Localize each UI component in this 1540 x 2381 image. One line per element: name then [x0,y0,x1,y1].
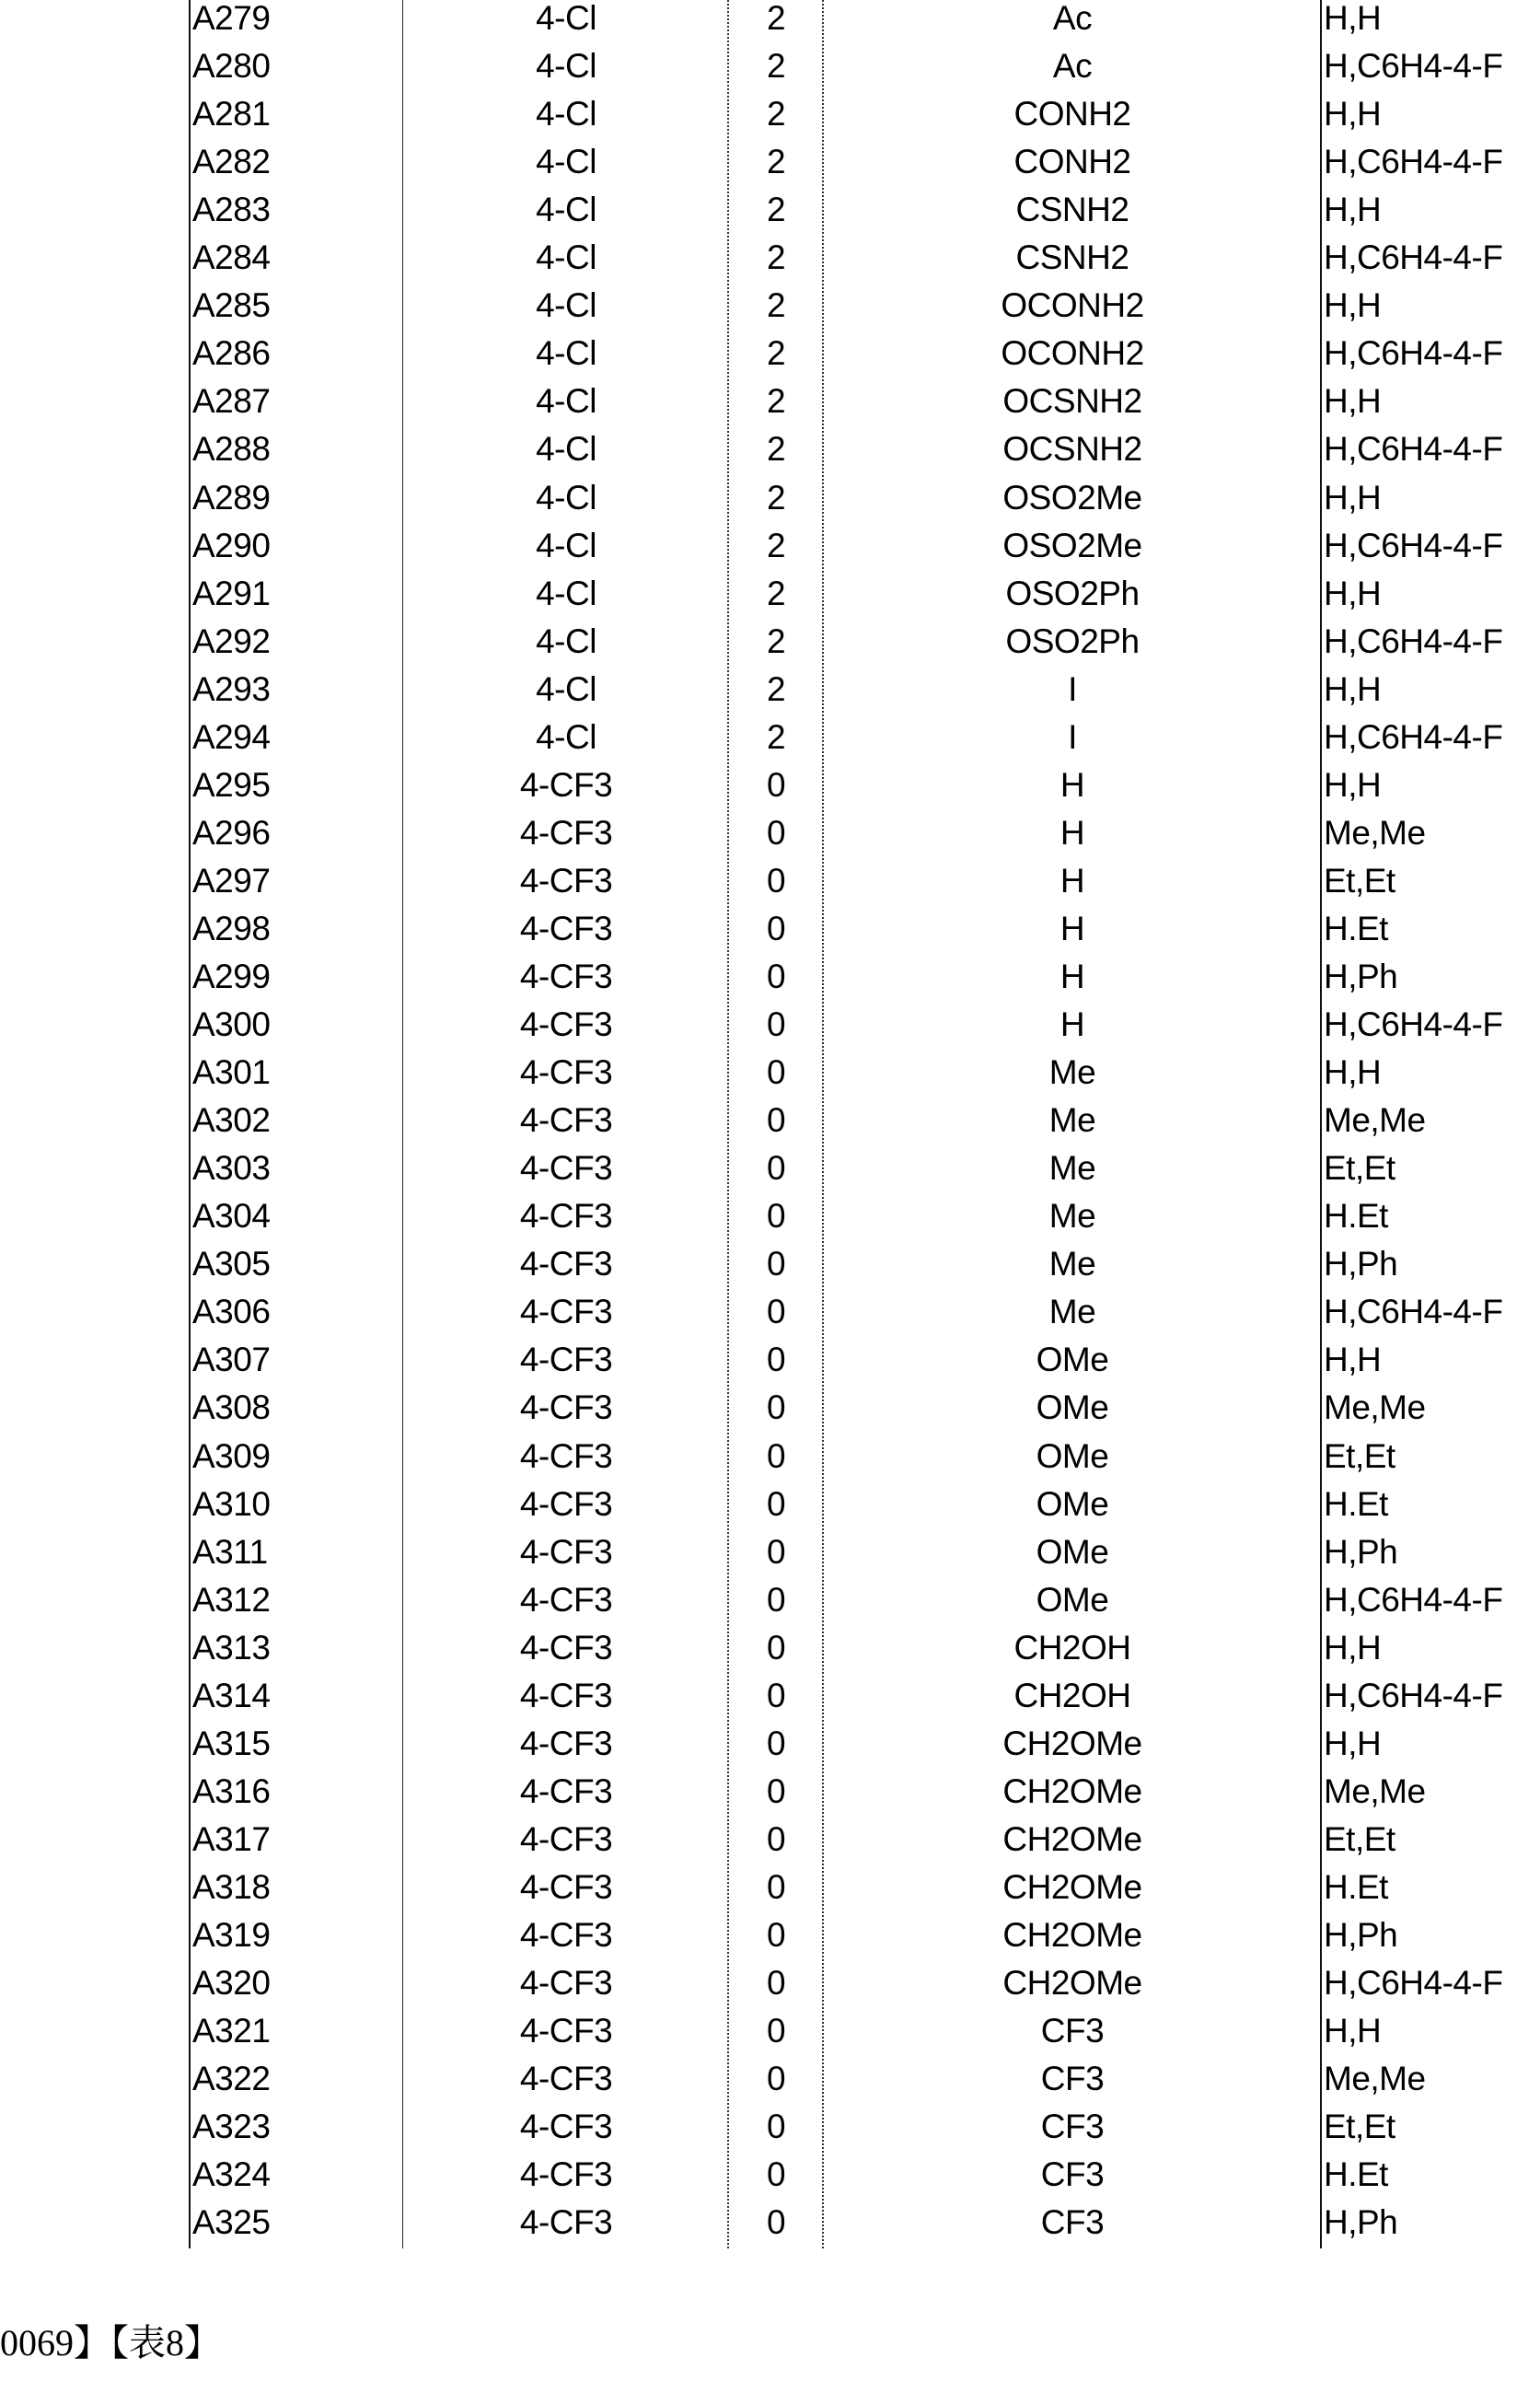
table-row [0,1768,1540,1816]
table-row [0,234,1540,282]
compound-id-cell: A297 [192,861,271,900]
compound-id-cell: A307 [192,1341,271,1379]
group-cell: Me [1048,1053,1096,1092]
compound-id-cell: A314 [192,1676,271,1714]
n-value-cell: 0 [766,1867,786,1906]
n-value-cell: 0 [766,2012,786,2050]
table-row [0,1097,1540,1144]
n-value-cell: 0 [766,1676,786,1714]
n-value-cell: 0 [766,1245,786,1283]
compound-id-cell: A286 [192,334,271,373]
r-groups-cell: H,C6H4-4-F [1324,47,1503,86]
substituent-cell: 4-Cl [536,574,596,612]
substituent-cell: 4-CF3 [519,1867,613,1906]
n-value-cell: 2 [766,95,786,134]
compound-id-cell: A320 [192,1964,271,2003]
substituent-cell: 4-CF3 [519,2012,613,2050]
substituent-cell: 4-CF3 [519,2203,613,2242]
group-cell: H [1059,861,1085,900]
compound-id-cell: A289 [192,478,271,517]
substituent-cell: 4-CF3 [519,1580,613,1619]
compound-id-cell: A287 [192,382,271,421]
n-value-cell: 0 [766,1341,786,1379]
group-cell: CH2OMe [1002,1916,1142,1954]
r-groups-cell: Me,Me [1324,2060,1426,2098]
table-row [0,186,1540,234]
group-cell: OMe [1036,1341,1109,1379]
r-groups-cell: H,C6H4-4-F [1324,526,1503,564]
n-value-cell: 2 [766,430,786,469]
r-groups-cell: H,Ph [1324,958,1398,995]
r-groups-cell: Et,Et [1324,2108,1395,2146]
substituent-cell: 4-Cl [536,47,596,86]
r-groups-cell: Me,Me [1324,1388,1426,1427]
group-cell: OMe [1036,1532,1109,1571]
table-row [0,1720,1540,1768]
group-cell: OMe [1036,1580,1109,1619]
n-value-cell: 0 [766,1532,786,1571]
r-groups-cell: H,C6H4-4-F [1324,717,1503,756]
compound-id-cell: A290 [192,526,271,564]
compound-id-cell: A316 [192,1771,271,1810]
n-value-cell: 2 [766,621,786,660]
n-value-cell: 2 [766,669,786,708]
group-cell: CF3 [1040,2203,1105,2242]
compound-id-cell: A293 [192,669,271,708]
table-row [0,1240,1540,1288]
compound-id-cell: A283 [192,191,271,229]
r-groups-cell: H,C6H4-4-F [1324,1005,1503,1044]
footer-caption [0,2320,221,2366]
compound-id-cell: A292 [192,621,271,660]
r-groups-cell: H,H [1324,1628,1382,1667]
group-cell: CH2OMe [1002,1867,1142,1906]
r-groups-cell: H.Et [1324,909,1388,947]
paragraph-ref: 0069】 [0,2322,110,2364]
r-groups-cell: H,C6H4-4-F [1324,238,1503,277]
table-row [0,474,1540,522]
group-cell: CH2OH [1013,1676,1131,1714]
compound-id-cell: A324 [192,2155,271,2194]
table-row [0,1576,1540,1624]
substituent-cell: 4-Cl [536,621,596,660]
table-row [0,714,1540,761]
table-row [0,857,1540,905]
r-groups-cell: H,H [1324,574,1382,612]
compound-id-cell: A309 [192,1436,271,1475]
substituent-cell: 4-CF3 [519,1628,613,1667]
substituent-cell: 4-Cl [536,382,596,421]
group-cell: H [1059,958,1085,995]
n-value-cell: 0 [766,1964,786,2003]
n-value-cell: 0 [766,2108,786,2146]
r-groups-cell: H,C6H4-4-F [1324,143,1503,181]
compound-id-cell: A294 [192,717,271,756]
r-groups-cell: H,C6H4-4-F [1324,621,1503,660]
r-groups-cell: Me,Me [1324,1101,1426,1140]
substituent-cell: 4-CF3 [519,2155,613,2194]
table-row [0,1672,1540,1720]
table-row [0,1481,1540,1528]
compound-id-cell: A288 [192,430,271,469]
n-value-cell: 0 [766,813,786,852]
n-value-cell: 0 [766,1149,786,1188]
substituent-cell: 4-CF3 [519,909,613,947]
substituent-cell: 4-CF3 [519,1532,613,1571]
r-groups-cell: Et,Et [1324,1149,1395,1188]
compound-id-cell: A304 [192,1197,271,1236]
r-groups-cell: H,H [1324,1724,1382,1762]
r-groups-cell: H,H [1324,478,1382,517]
group-cell: OSO2Me [1002,478,1142,517]
r-groups-cell: H.Et [1324,1484,1388,1523]
table-row [0,1192,1540,1240]
substituent-cell: 4-CF3 [519,1341,613,1379]
substituent-cell: 4-Cl [536,238,596,277]
r-groups-cell: Et,Et [1324,1819,1395,1858]
table-row [0,522,1540,570]
n-value-cell: 0 [766,1819,786,1858]
compound-id-cell: A296 [192,813,271,852]
n-value-cell: 0 [766,1388,786,1427]
substituent-cell: 4-Cl [536,717,596,756]
substituent-cell: 4-Cl [536,0,596,37]
r-groups-cell: H,H [1324,1053,1382,1092]
r-groups-cell: Me,Me [1324,1771,1426,1810]
compound-id-cell: A308 [192,1388,271,1427]
n-value-cell: 2 [766,334,786,373]
group-cell: H [1059,813,1085,852]
n-value-cell: 0 [766,1771,786,1810]
table-row [0,809,1540,857]
table-row [0,90,1540,138]
n-value-cell: 0 [766,1293,786,1331]
r-groups-cell: H.Et [1324,1867,1388,1906]
table-row [0,1049,1540,1097]
table-row [0,425,1540,473]
r-groups-cell: H,H [1324,1341,1382,1379]
compound-id-cell: A322 [192,2060,271,2098]
table-row [0,1288,1540,1336]
substituent-cell: 4-Cl [536,430,596,469]
group-cell: Me [1048,1293,1096,1331]
table-row [0,905,1540,953]
r-groups-cell: H,Ph [1324,1532,1398,1571]
n-value-cell: 2 [766,47,786,86]
n-value-cell: 0 [766,765,786,804]
substituent-cell: 4-CF3 [519,1819,613,1858]
n-value-cell: 0 [766,1436,786,1475]
r-groups-cell: H,C6H4-4-F [1324,1676,1503,1714]
n-value-cell: 2 [766,526,786,564]
n-value-cell: 0 [766,1628,786,1667]
substituent-cell: 4-CF3 [519,2108,613,2146]
compound-id-cell: A315 [192,1724,271,1762]
substituent-cell: 4-Cl [536,526,596,564]
group-cell: H [1059,1005,1085,1044]
r-groups-cell: Et,Et [1324,1436,1395,1475]
substituent-cell: 4-Cl [536,143,596,181]
compound-id-cell: A302 [192,1101,271,1140]
substituent-cell: 4-CF3 [519,1484,613,1523]
table-row [0,377,1540,425]
substituent-cell: 4-CF3 [519,1149,613,1188]
substituent-cell: 4-Cl [536,95,596,134]
group-cell: OCSNH2 [1002,430,1142,469]
substituent-cell: 4-CF3 [519,765,613,804]
compound-id-cell: A313 [192,1628,271,1667]
r-groups-cell: H.Et [1324,2155,1388,2194]
group-cell: CH2OMe [1002,1964,1142,2003]
group-cell: H [1059,765,1085,804]
group-cell: CH2OH [1013,1628,1131,1667]
group-cell: OMe [1036,1388,1109,1427]
n-value-cell: 2 [766,478,786,517]
r-groups-cell: H,C6H4-4-F [1324,1964,1503,2003]
substituent-cell: 4-CF3 [519,1964,613,2003]
group-cell: Me [1048,1197,1096,1236]
n-value-cell: 2 [766,143,786,181]
compound-id-cell: A323 [192,2108,271,2146]
r-groups-cell: Me,Me [1324,813,1426,852]
table-row [0,1816,1540,1864]
table-row [0,2151,1540,2199]
compound-id-cell: A279 [192,0,271,37]
group-cell: CONH2 [1013,95,1131,134]
table-row [0,1864,1540,1911]
table-row [0,1001,1540,1049]
r-groups-cell: H,Ph [1324,2203,1398,2242]
r-groups-cell: H,C6H4-4-F [1324,430,1503,469]
group-cell: OMe [1036,1484,1109,1523]
r-groups-cell: H,H [1324,382,1382,421]
compound-id-cell: A285 [192,286,271,325]
group-cell: OSO2Ph [1005,574,1140,612]
r-groups-cell: H,H [1324,669,1382,708]
n-value-cell: 0 [766,1580,786,1619]
group-cell: H [1059,909,1085,947]
compound-id-cell: A280 [192,47,271,86]
n-value-cell: 0 [766,958,786,995]
substituent-cell: 4-CF3 [519,1676,613,1714]
group-cell: CH2OMe [1002,1819,1142,1858]
compound-id-cell: A291 [192,574,271,612]
compound-id-cell: A301 [192,1053,271,1092]
substituent-cell: 4-CF3 [519,1916,613,1954]
group-cell: OSO2Me [1002,526,1142,564]
compound-id-cell: A295 [192,765,271,804]
substituent-cell: 4-CF3 [519,1053,613,1092]
table-row [0,1336,1540,1384]
compound-id-cell: A306 [192,1293,271,1331]
group-cell: Ac [1052,0,1093,37]
table-row [0,42,1540,90]
compound-id-cell: A312 [192,1580,271,1619]
group-cell: OCONH2 [1001,286,1144,325]
r-groups-cell: H,H [1324,765,1382,804]
group-cell: CSNH2 [1015,238,1129,277]
table-row [0,570,1540,618]
n-value-cell: 2 [766,574,786,612]
group-cell: CONH2 [1013,143,1131,181]
n-value-cell: 0 [766,1053,786,1092]
group-cell: OMe [1036,1436,1109,1475]
group-cell: OCONH2 [1001,334,1144,373]
r-groups-cell: H,H [1324,286,1382,325]
compound-id-cell: A325 [192,2203,271,2242]
substituent-cell: 4-CF3 [519,2060,613,2098]
compound-id-cell: A317 [192,1819,271,1858]
table-row [0,1528,1540,1576]
table-row [0,2103,1540,2151]
compound-id-cell: A284 [192,238,271,277]
n-value-cell: 2 [766,286,786,325]
r-groups-cell: Et,Et [1324,861,1395,900]
compound-id-cell: A281 [192,95,271,134]
substituent-cell: 4-Cl [536,286,596,325]
n-value-cell: 0 [766,1005,786,1044]
table-row [0,1624,1540,1672]
table-row [0,330,1540,377]
compound-id-cell: A310 [192,1484,271,1523]
n-value-cell: 2 [766,191,786,229]
n-value-cell: 0 [766,2060,786,2098]
table-row [0,1144,1540,1192]
table-row [0,282,1540,330]
n-value-cell: 2 [766,382,786,421]
r-groups-cell: H,Ph [1324,1916,1398,1954]
n-value-cell: 0 [766,1916,786,1954]
group-cell: Me [1048,1101,1096,1140]
r-groups-cell: H,H [1324,2012,1382,2050]
substituent-cell: 4-CF3 [519,861,613,900]
n-value-cell: 0 [766,1101,786,1140]
substituent-cell: 4-CF3 [519,1005,613,1044]
n-value-cell: 0 [766,1724,786,1762]
group-cell: I [1068,717,1077,756]
group-cell: Ac [1052,47,1093,86]
r-groups-cell: H.Et [1324,1197,1388,1236]
table-row [0,953,1540,1001]
table-label: 【表8】 [110,2322,221,2364]
group-cell: CF3 [1040,2012,1105,2050]
group-cell: CSNH2 [1015,191,1129,229]
table-row [0,2055,1540,2103]
compound-id-cell: A303 [192,1149,271,1188]
r-groups-cell: H,Ph [1324,1245,1398,1283]
substituent-cell: 4-Cl [536,478,596,517]
substituent-cell: 4-CF3 [519,1771,613,1810]
group-cell: CF3 [1040,2060,1105,2098]
n-value-cell: 2 [766,0,786,37]
compound-id-cell: A321 [192,2012,271,2050]
table-row [0,1959,1540,2007]
table-row [0,618,1540,666]
n-value-cell: 0 [766,861,786,900]
table-row [0,138,1540,186]
substituent-cell: 4-CF3 [519,1293,613,1331]
substituent-cell: 4-Cl [536,191,596,229]
substituent-cell: 4-CF3 [519,1388,613,1427]
table-row [0,2007,1540,2055]
compound-id-cell: A311 [192,1532,268,1571]
r-groups-cell: H,C6H4-4-F [1324,334,1503,373]
substituent-cell: 4-Cl [536,334,596,373]
table-row [0,1384,1540,1432]
table-row [0,1433,1540,1481]
substituent-cell: 4-CF3 [519,813,613,852]
r-groups-cell: H,H [1324,95,1382,134]
substituent-cell: 4-Cl [536,669,596,708]
table-row [0,2199,1540,2247]
table-row [0,666,1540,714]
substituent-cell: 4-CF3 [519,1436,613,1475]
group-cell: CF3 [1040,2108,1105,2146]
substituent-cell: 4-CF3 [519,1724,613,1762]
r-groups-cell: H,H [1324,0,1382,37]
substituent-cell: 4-CF3 [519,1197,613,1236]
n-value-cell: 0 [766,2203,786,2242]
substituent-cell: 4-CF3 [519,1245,613,1283]
r-groups-cell: H,H [1324,191,1382,229]
table-row [0,1911,1540,1959]
compound-id-cell: A319 [192,1916,271,1954]
group-cell: CH2OMe [1002,1724,1142,1762]
compound-id-cell: A300 [192,1005,271,1044]
compound-id-cell: A318 [192,1867,271,1906]
n-value-cell: 0 [766,1197,786,1236]
n-value-cell: 2 [766,717,786,756]
group-cell: Me [1048,1245,1096,1283]
group-cell: OSO2Ph [1005,621,1140,660]
r-groups-cell: H,C6H4-4-F [1324,1580,1503,1619]
substituent-cell: 4-CF3 [519,958,613,995]
substituent-cell: 4-CF3 [519,1101,613,1140]
n-value-cell: 0 [766,2155,786,2194]
group-cell: CH2OMe [1002,1771,1142,1810]
group-cell: CF3 [1040,2155,1105,2194]
table-row [0,0,1540,42]
table-row [0,761,1540,809]
compound-id-cell: A298 [192,909,271,947]
r-groups-cell: H,C6H4-4-F [1324,1293,1503,1331]
group-cell: I [1068,669,1077,708]
n-value-cell: 0 [766,909,786,947]
n-value-cell: 0 [766,1484,786,1523]
compound-id-cell: A305 [192,1245,271,1283]
n-value-cell: 2 [766,238,786,277]
compound-id-cell: A299 [192,958,271,995]
group-cell: Me [1048,1149,1096,1188]
compound-id-cell: A282 [192,143,271,181]
group-cell: OCSNH2 [1002,382,1142,421]
